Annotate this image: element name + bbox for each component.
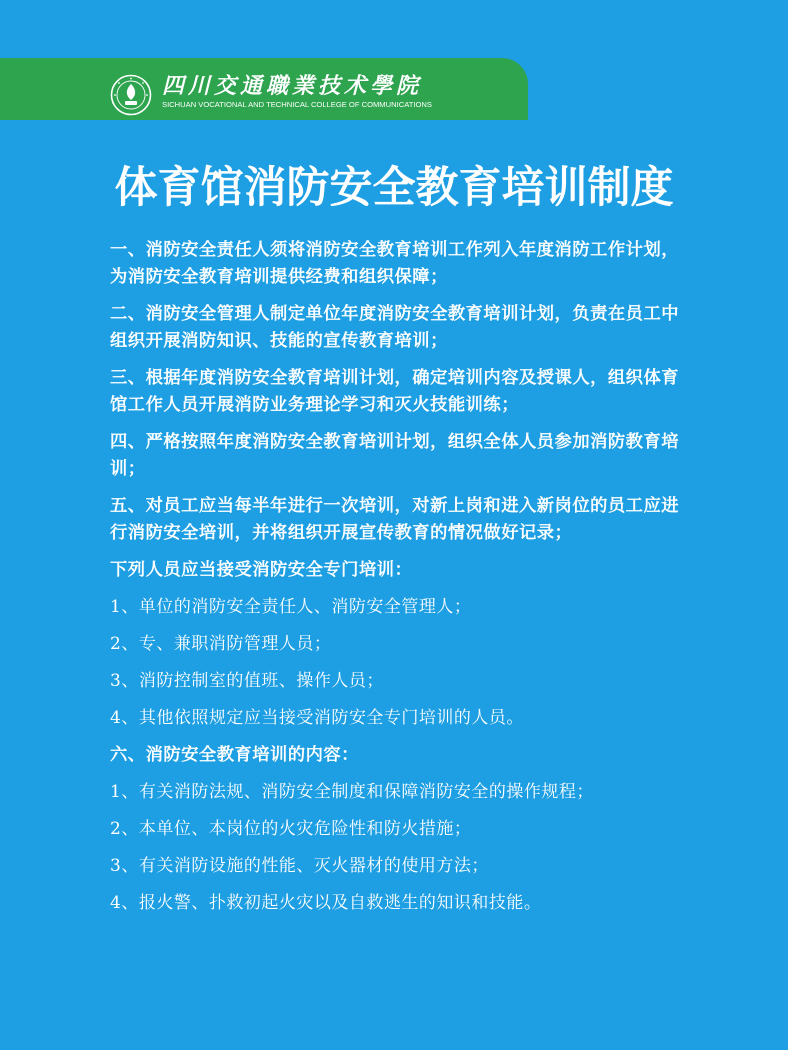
college-name-cn: 四川交通職業技术學院 — [162, 73, 423, 99]
training-staff-heading: 下列人员应当接受消防安全专门培训： — [110, 560, 413, 580]
clause-1: 一、消防安全责任人须将消防安全教育培训工作列入年度消防工作计划，为消防安全教育培训提供经费和组织保障； — [110, 240, 680, 287]
list-item: 3、消防控制室的值班、操作人员； — [110, 671, 384, 691]
clause-2: 二、消防安全管理人制定单位年度消防安全教育培训计划，负责在员工中组织开展消防知识、技能的宣传教育培训； — [110, 304, 680, 351]
list-item: 2、本单位、本岗位的火灾危险性和防火措施； — [110, 819, 472, 839]
clause-6: 六、消防安全教育培训的内容： — [110, 745, 359, 765]
clause-4: 四、严格按照年度消防安全教育培训计划，组织全体人员参加消防教育培训； — [110, 432, 680, 479]
clause-3: 三、根据年度消防安全教育培训计划，确定培训内容及授课人，组织体育馆工作人员开展消防业务理论学习和灭火技能训练； — [110, 368, 680, 415]
page-title: 体育馆消防安全教育培训制度 — [114, 163, 674, 213]
college-name-en: SICHUAN VOCATIONAL AND TECHNICAL COLLEGE OF COMMUNICATIONS — [162, 100, 432, 109]
list-item: 4、其他依照规定应当接受消防安全专门培训的人员。 — [110, 708, 524, 728]
list-item: 4、报火警、扑救初起火灾以及自救逃生的知识和技能。 — [110, 893, 542, 913]
list-item: 3、有关消防设施的性能、灭火器材的使用方法； — [110, 856, 489, 876]
list-item: 2、专、兼职消防管理人员； — [110, 634, 332, 654]
clause-5: 五、对员工应当每半年进行一次培训，对新上岗和进入新岗位的员工应进行消防安全培训，并将组织开展宣传教育的情况做好记录； — [110, 496, 680, 543]
regulation-body — [110, 237, 695, 927]
college-seal-icon — [110, 74, 152, 116]
list-item: 1、有关消防法规、消防安全制度和保障消防安全的操作规程； — [110, 782, 594, 802]
list-item: 1、单位的消防安全责任人、消防安全管理人； — [110, 597, 472, 617]
